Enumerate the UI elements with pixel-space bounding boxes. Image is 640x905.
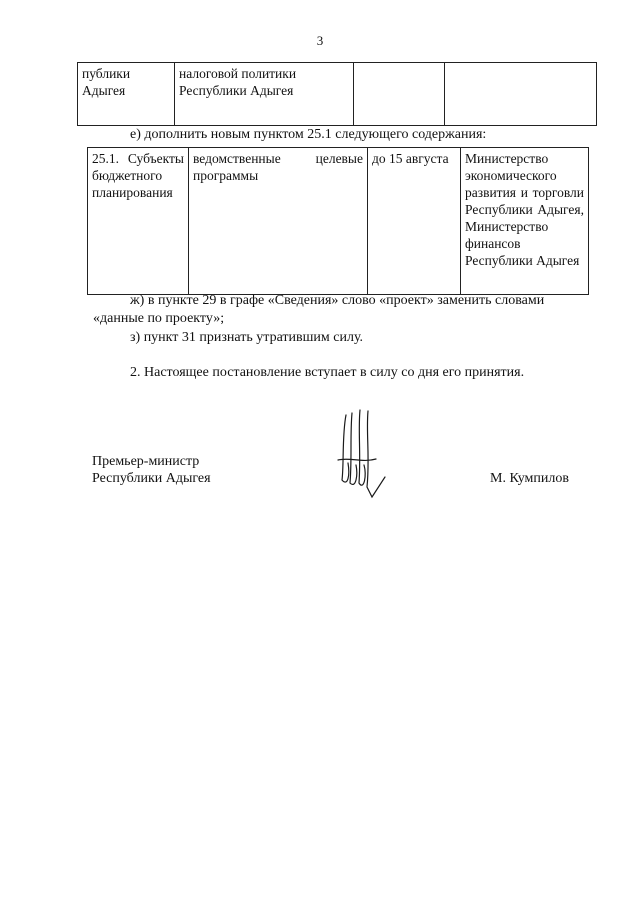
item-zh-line-2: «данные по проекту»; [93, 311, 225, 326]
table-cell [354, 63, 445, 126]
signatory-name: М. Кумпилов [490, 471, 569, 486]
table-cell: Министерство экономического развития и торговли Республики Адыгея, Министерство финансов Республики Адыгея [461, 148, 589, 295]
table-cell [445, 63, 597, 126]
table-row [88, 148, 589, 295]
signatory-title-line-1: Премьер-министр [92, 454, 200, 469]
table-cell: до 15 августа [368, 148, 461, 295]
item-z: з) пункт 31 признать утратившим силу. [130, 330, 364, 345]
item-zh-line-1: ж) в пункте 29 в графе «Сведения» слово «проект» заменить словами [130, 293, 545, 308]
signatory-title-line-2: Республики Адыгея [92, 471, 211, 486]
continued-table [77, 62, 597, 126]
page-number: 3 [316, 33, 324, 48]
table-cell: публики Адыгея [78, 63, 175, 126]
new-item-table [87, 147, 589, 295]
clause-2: 2. Настоящее постановление вступает в силу со дня его принятия. [130, 365, 525, 380]
table-cell: ведомственные целевые программы [189, 148, 368, 295]
handwritten-signature [330, 405, 410, 500]
signatory-title [92, 453, 211, 487]
table-cell: 25.1. Субъекты бюджетного планирования [88, 148, 189, 295]
table-cell: налоговой политики Республики Адыгея [175, 63, 354, 126]
item-e: е) дополнить новым пунктом 25.1 следующего содержания: [130, 127, 487, 142]
table-row [78, 63, 597, 126]
